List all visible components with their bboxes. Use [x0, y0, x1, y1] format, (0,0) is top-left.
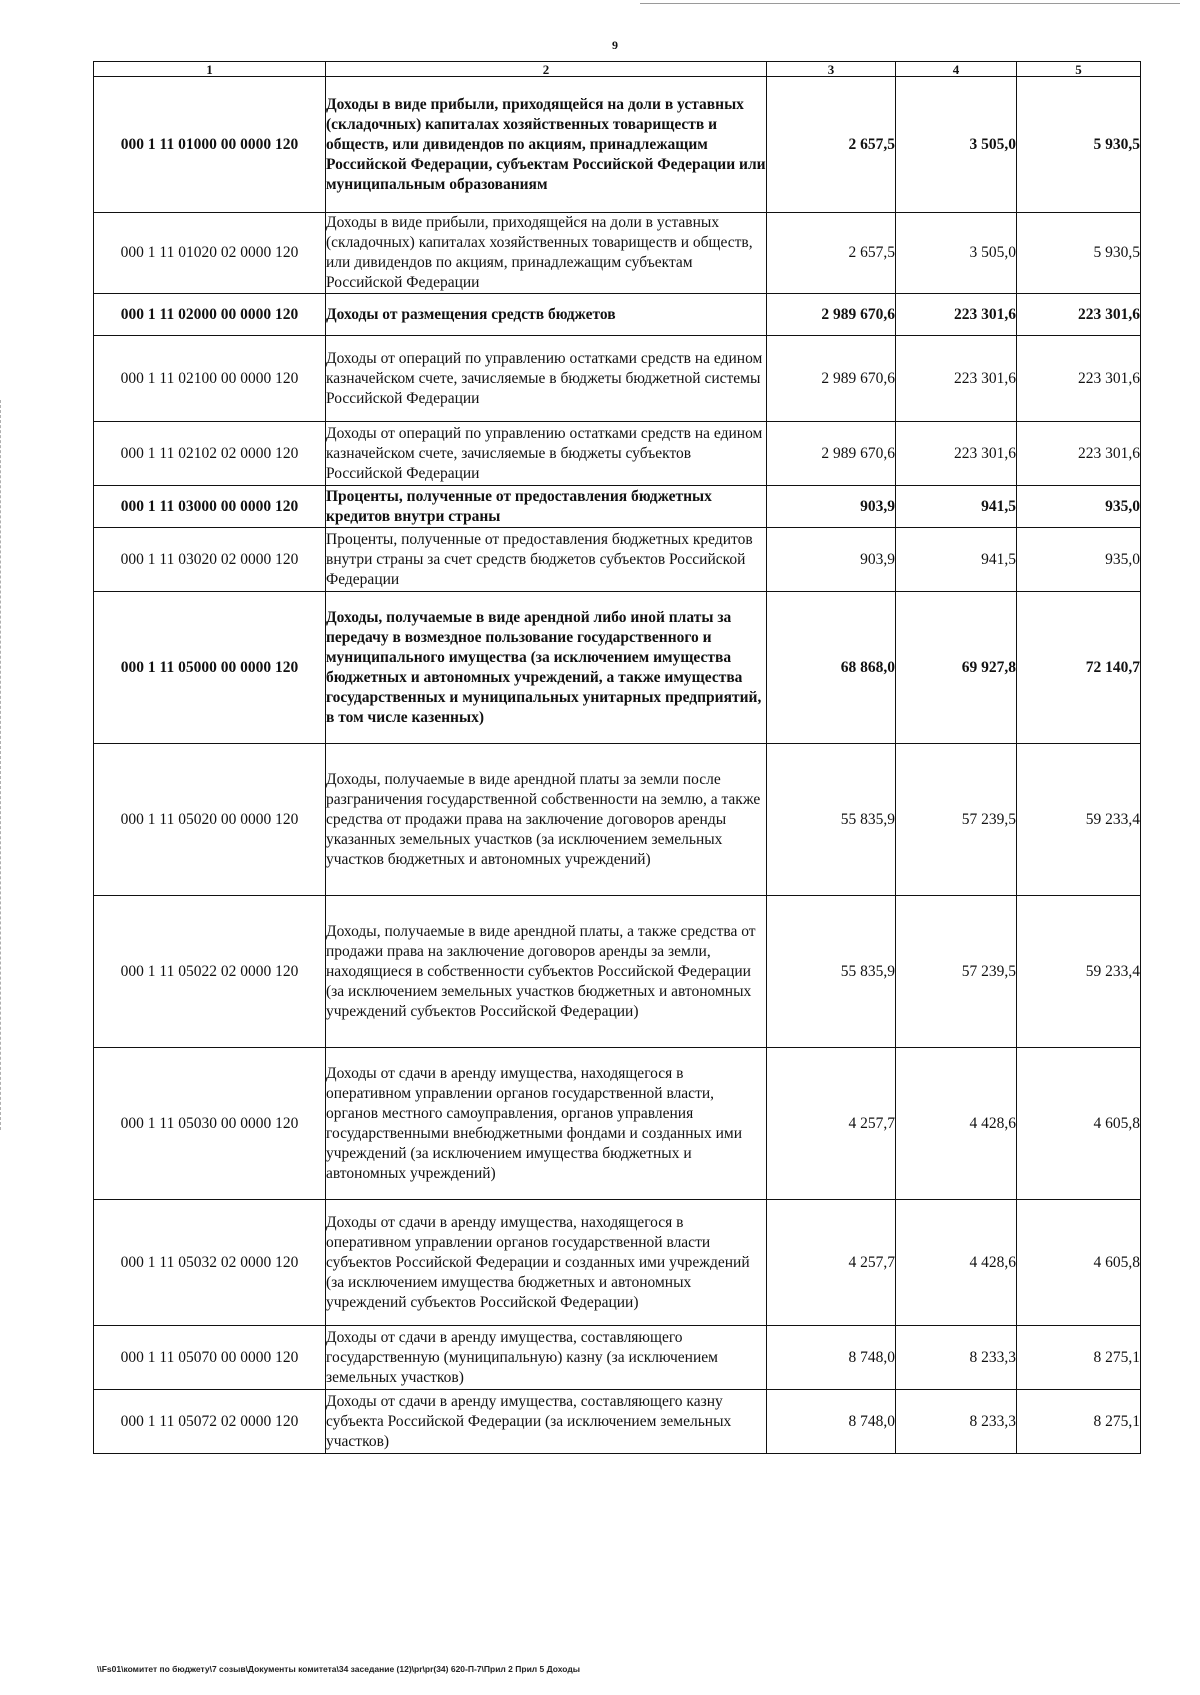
- revenue-name-cell: Доходы от сдачи в аренду имущества, находящегося в оперативном управлении органов государственной власти, органов местного самоуправления, органов управления государственными внебюджетными фондами и созданных ими учреждений (за исключением имущества бюджетных и автономных учреждений): [326, 1048, 767, 1200]
- revenue-name-cell: Доходы от сдачи в аренду имущества, составляющего казну субъекта Российской Федерации (за исключением земельных участков): [326, 1390, 767, 1454]
- value-col-5-cell: 72 140,7: [1017, 592, 1141, 744]
- revenue-name-cell: Проценты, полученные от предоставления бюджетных кредитов внутри страны за счет средств бюджетов субъектов Российской Федерации: [326, 528, 767, 592]
- value-col-3-cell: 55 835,9: [767, 744, 896, 896]
- budget-code-cell: 000 1 11 02102 02 0000 120: [94, 422, 326, 486]
- scan-top-edge-line: [640, 3, 1180, 4]
- value-col-5-cell: 8 275,1: [1017, 1390, 1141, 1454]
- budget-code-cell: 000 1 11 02100 00 0000 120: [94, 336, 326, 422]
- table-row: [94, 486, 1141, 528]
- revenue-name-cell: Доходы, получаемые в виде арендной либо иной платы за передачу в возмездное пользование государственного и муниципального имущества (за исключением имущества бюджетных и автономных учреждений, а также имущества государственных и муниципальных унитарных предприятий, в том числе казенных): [326, 592, 767, 744]
- table-row: [94, 528, 1141, 592]
- scan-left-margin-marks: [0, 400, 5, 1130]
- value-col-5-cell: 5 930,5: [1017, 77, 1141, 213]
- value-col-3-cell: 8 748,0: [767, 1326, 896, 1390]
- value-col-4-cell: 69 927,8: [896, 592, 1017, 744]
- revenue-name-cell: Доходы от сдачи в аренду имущества, находящегося в оперативном управлении органов государственной власти субъектов Российской Федерации и созданных ими учреждений (за исключением имущества бюджетных и автономных учреждений субъектов Российской Федерации): [326, 1200, 767, 1326]
- value-col-4-cell: 223 301,6: [896, 422, 1017, 486]
- column-number-header-row: [94, 62, 1141, 77]
- value-col-4-cell: 57 239,5: [896, 896, 1017, 1048]
- value-col-3-cell: 68 868,0: [767, 592, 896, 744]
- column-header-2: 2: [326, 62, 767, 77]
- table-row: [94, 77, 1141, 213]
- revenue-name-cell: Проценты, полученные от предоставления бюджетных кредитов внутри страны: [326, 486, 767, 528]
- value-col-5-cell: 4 605,8: [1017, 1048, 1141, 1200]
- budget-code-cell: 000 1 11 05032 02 0000 120: [94, 1200, 326, 1326]
- budget-code-cell: 000 1 11 05030 00 0000 120: [94, 1048, 326, 1200]
- revenue-name-cell: Доходы от размещения средств бюджетов: [326, 294, 767, 336]
- value-col-4-cell: 3 505,0: [896, 213, 1017, 294]
- value-col-3-cell: 55 835,9: [767, 896, 896, 1048]
- revenue-name-cell: Доходы, получаемые в виде арендной платы, а также средства от продажи права на заключение договоров аренды за земли, находящиеся в собственности субъектов Российской Федерации (за исключением земельных участков бюджетных и автономных учреждений субъектов Российской Федерации): [326, 896, 767, 1048]
- table-row: [94, 1390, 1141, 1454]
- budget-code-cell: 000 1 11 05020 00 0000 120: [94, 744, 326, 896]
- column-header-3: 3: [767, 62, 896, 77]
- table-row: [94, 1048, 1141, 1200]
- value-col-5-cell: 8 275,1: [1017, 1326, 1141, 1390]
- value-col-5-cell: 935,0: [1017, 528, 1141, 592]
- value-col-3-cell: 8 748,0: [767, 1390, 896, 1454]
- revenue-name-cell: Доходы в виде прибыли, приходящейся на доли в уставных (складочных) капиталах хозяйственных товариществ и обществ, или дивидендов по акциям, принадлежащим Российской Федерации, субъектам Российской Федерации или муниципальным образованиям: [326, 77, 767, 213]
- budget-code-cell: 000 1 11 03020 02 0000 120: [94, 528, 326, 592]
- value-col-3-cell: 4 257,7: [767, 1200, 896, 1326]
- column-header-5: 5: [1017, 62, 1141, 77]
- value-col-4-cell: 8 233,3: [896, 1326, 1017, 1390]
- value-col-4-cell: 223 301,6: [896, 294, 1017, 336]
- value-col-4-cell: 941,5: [896, 528, 1017, 592]
- budget-code-cell: 000 1 11 05070 00 0000 120: [94, 1326, 326, 1390]
- revenue-name-cell: Доходы в виде прибыли, приходящейся на доли в уставных (складочных) капиталах хозяйственных товариществ и обществ, или дивидендов по акциям, принадлежащим субъектам Российской Федерации: [326, 213, 767, 294]
- budget-code-cell: 000 1 11 03000 00 0000 120: [94, 486, 326, 528]
- value-col-4-cell: 3 505,0: [896, 77, 1017, 213]
- budget-code-cell: 000 1 11 05072 02 0000 120: [94, 1390, 326, 1454]
- value-col-3-cell: 2 989 670,6: [767, 422, 896, 486]
- value-col-5-cell: 223 301,6: [1017, 336, 1141, 422]
- value-col-4-cell: 4 428,6: [896, 1048, 1017, 1200]
- revenue-name-cell: Доходы от операций по управлению остатками средств на едином казначейском счете, зачисляемые в бюджеты субъектов Российской Федерации: [326, 422, 767, 486]
- table-row: [94, 336, 1141, 422]
- table-row: [94, 744, 1141, 896]
- revenue-name-cell: Доходы, получаемые в виде арендной платы за земли после разграничения государственной собственности на землю, а также средства от продажи права на заключение договоров аренды указанных земельных участков (за исключением земельных участков бюджетных и автономных учреждений): [326, 744, 767, 896]
- page-number: 9: [612, 38, 618, 52]
- budget-code-cell: 000 1 11 01020 02 0000 120: [94, 213, 326, 294]
- value-col-3-cell: 4 257,7: [767, 1048, 896, 1200]
- value-col-5-cell: 59 233,4: [1017, 896, 1141, 1048]
- value-col-3-cell: 903,9: [767, 528, 896, 592]
- file-path-footer: \\Fs01\комитет по бюджету\7 созыв\Документы комитета\34 заседание (12)\pr\pr(34) 620-П-7\Прил 2 Прил 5 Доходы: [97, 1664, 581, 1674]
- value-col-3-cell: 2 989 670,6: [767, 336, 896, 422]
- value-col-5-cell: 223 301,6: [1017, 422, 1141, 486]
- table-row: [94, 592, 1141, 744]
- table-row: [94, 1326, 1141, 1390]
- value-col-4-cell: 8 233,3: [896, 1390, 1017, 1454]
- value-col-3-cell: 2 657,5: [767, 77, 896, 213]
- table-row: [94, 294, 1141, 336]
- table-row: [94, 422, 1141, 486]
- table-row: [94, 896, 1141, 1048]
- value-col-4-cell: 941,5: [896, 486, 1017, 528]
- budget-code-cell: 000 1 11 02000 00 0000 120: [94, 294, 326, 336]
- column-header-4: 4: [896, 62, 1017, 77]
- budget-code-cell: 000 1 11 01000 00 0000 120: [94, 77, 326, 213]
- value-col-5-cell: 223 301,6: [1017, 294, 1141, 336]
- budget-code-cell: 000 1 11 05022 02 0000 120: [94, 896, 326, 1048]
- table-row: [94, 213, 1141, 294]
- table-row: [94, 1200, 1141, 1326]
- budget-code-cell: 000 1 11 05000 00 0000 120: [94, 592, 326, 744]
- revenue-name-cell: Доходы от сдачи в аренду имущества, составляющего государственную (муниципальную) казну (за исключением земельных участков): [326, 1326, 767, 1390]
- value-col-5-cell: 935,0: [1017, 486, 1141, 528]
- value-col-3-cell: 2 989 670,6: [767, 294, 896, 336]
- revenue-name-cell: Доходы от операций по управлению остатками средств на едином казначейском счете, зачисляемые в бюджеты бюджетной системы Российской Федерации: [326, 336, 767, 422]
- column-header-1: 1: [94, 62, 326, 77]
- value-col-4-cell: 4 428,6: [896, 1200, 1017, 1326]
- value-col-5-cell: 5 930,5: [1017, 213, 1141, 294]
- value-col-3-cell: 903,9: [767, 486, 896, 528]
- value-col-4-cell: 223 301,6: [896, 336, 1017, 422]
- value-col-5-cell: 59 233,4: [1017, 744, 1141, 896]
- value-col-3-cell: 2 657,5: [767, 213, 896, 294]
- value-col-4-cell: 57 239,5: [896, 744, 1017, 896]
- revenue-table: [93, 61, 1141, 1454]
- value-col-5-cell: 4 605,8: [1017, 1200, 1141, 1326]
